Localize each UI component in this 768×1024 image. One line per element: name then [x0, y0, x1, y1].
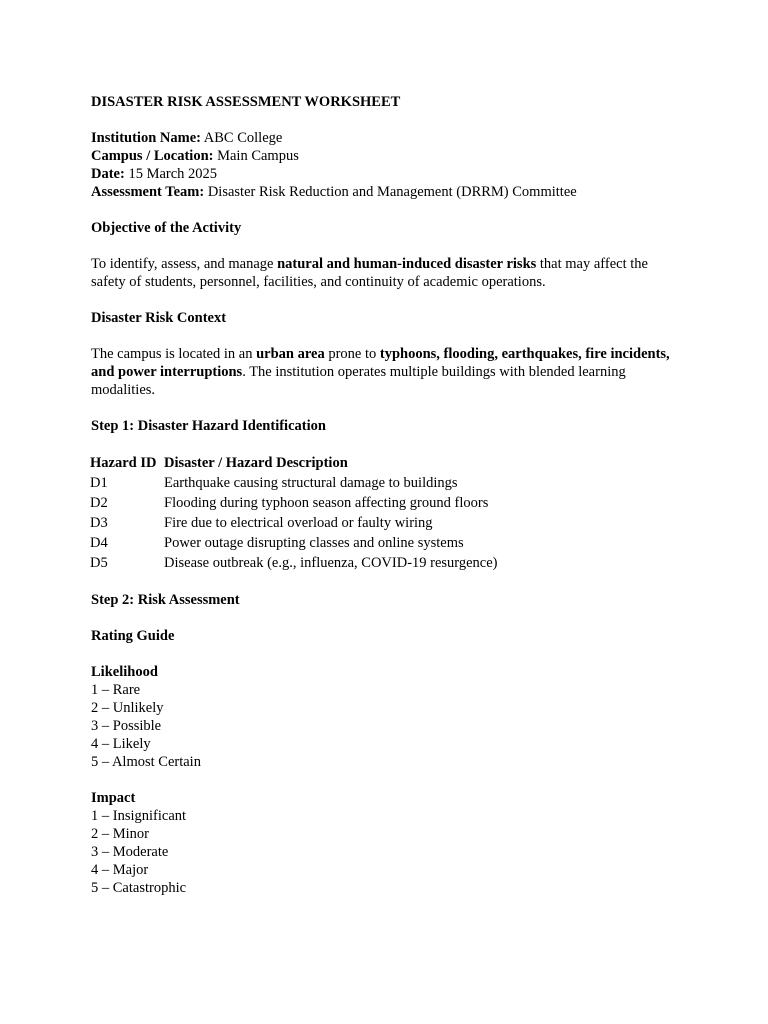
- objective-text-2: that may affect the safety of students, personnel, facilities, and continuity of academic operations.: [91, 256, 648, 290]
- context-text-3: . The institution operates multiple buildings with blended learning modalities.: [91, 364, 626, 398]
- hazard-id: D4: [90, 535, 108, 551]
- team-label: Assessment Team:: [91, 184, 205, 200]
- document-page: [91, 93, 691, 897]
- team-value: Disaster Risk Reduction and Management (DRRM) Committee: [204, 184, 577, 200]
- campus-row: [91, 147, 691, 165]
- hazard-id: D2: [90, 495, 108, 511]
- hazard-table: [90, 453, 508, 573]
- context-paragraph: [91, 345, 681, 399]
- institution-row: [91, 129, 691, 147]
- context-bold-2: typhoons, flooding, earthquakes, fire incidents, and power interruptions: [91, 346, 670, 380]
- hazard-description-column-header: Disaster / Hazard Description: [164, 455, 348, 471]
- list-item: 3 – Moderate: [91, 844, 169, 860]
- table-row: [90, 513, 508, 533]
- table-row: [90, 493, 508, 513]
- table-row: [90, 473, 508, 493]
- table-row: [90, 553, 508, 573]
- objective-heading: Objective of the Activity: [91, 220, 242, 236]
- objective-text-1: To identify, assess, and manage: [91, 256, 278, 272]
- table-row: [90, 533, 508, 553]
- hazard-description: Flooding during typhoon season affecting ground floors: [164, 495, 489, 511]
- list-item: 2 – Unlikely: [91, 700, 164, 716]
- institution-value: ABC College: [200, 130, 283, 146]
- date-row: [91, 165, 691, 183]
- impact-heading: Impact: [91, 790, 136, 806]
- list-item: 2 – Minor: [91, 826, 149, 842]
- list-item: 1 – Insignificant: [91, 808, 187, 824]
- campus-value: Main Campus: [213, 148, 299, 164]
- context-text-1: The campus is located in an: [91, 346, 257, 362]
- hazard-id: D3: [90, 515, 108, 531]
- hazard-table-header: [90, 453, 508, 473]
- list-item: 3 – Possible: [91, 718, 162, 734]
- team-row: [91, 183, 691, 201]
- objective-text-bold: natural and human-induced disaster risks: [277, 256, 537, 272]
- list-item: 4 – Likely: [91, 736, 151, 752]
- list-item: 1 – Rare: [91, 682, 141, 698]
- hazard-id-column-header: Hazard ID: [90, 455, 157, 471]
- hazard-id: D5: [90, 555, 108, 571]
- campus-label: Campus / Location:: [91, 148, 214, 164]
- document-title: DISASTER RISK ASSESSMENT WORKSHEET: [91, 94, 401, 110]
- objective-paragraph: [91, 255, 681, 291]
- hazard-id: D1: [90, 475, 108, 491]
- list-item: 5 – Catastrophic: [91, 880, 187, 896]
- context-text-2: prone to: [324, 346, 380, 362]
- hazard-description: Power outage disrupting classes and online systems: [164, 535, 464, 551]
- list-item: 5 – Almost Certain: [91, 754, 201, 770]
- context-bold-1: urban area: [256, 346, 325, 362]
- date-value: 15 March 2025: [124, 166, 218, 182]
- step1-heading: Step 1: Disaster Hazard Identification: [91, 418, 326, 434]
- context-heading: Disaster Risk Context: [91, 310, 227, 326]
- hazard-description: Earthquake causing structural damage to buildings: [164, 475, 458, 491]
- likelihood-heading: Likelihood: [91, 664, 158, 680]
- list-item: 4 – Major: [91, 862, 149, 878]
- hazard-description: Fire due to electrical overload or faulty wiring: [164, 515, 433, 531]
- institution-label: Institution Name:: [91, 130, 201, 146]
- date-label: Date:: [91, 166, 125, 182]
- step2-heading: Step 2: Risk Assessment: [91, 592, 240, 608]
- rating-guide-heading: Rating Guide: [91, 628, 175, 644]
- hazard-description: Disease outbreak (e.g., influenza, COVID-19 resurgence): [164, 555, 498, 571]
